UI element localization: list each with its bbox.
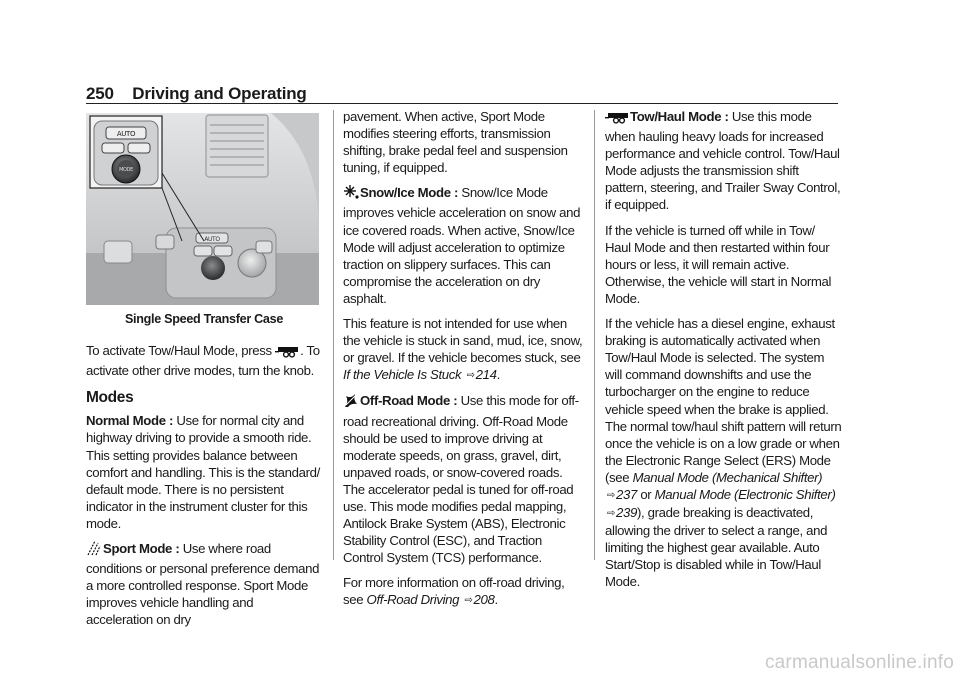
stuck-link[interactable]: If the Vehicle Is Stuck	[343, 367, 462, 383]
off-road-term: Off-Road Mode :	[360, 393, 458, 409]
page-arrow-icon: ⇨	[607, 489, 616, 501]
sport-mode-term: Sport Mode :	[103, 541, 180, 557]
intro-text-1: To activate Tow/Haul Mode, press	[86, 343, 272, 359]
transfer-case-illustration	[86, 113, 319, 305]
section-title: Driving and Operating	[132, 84, 307, 103]
manual-mode-mechanical-page[interactable]: 237	[616, 486, 637, 502]
manual-mode-electronic-link[interactable]: Manual Mode (Electronic Shifter)	[654, 486, 836, 502]
off-road-paragraph	[343, 392, 583, 566]
tow-haul-paragraph	[605, 108, 843, 214]
manual-mode-electronic-page[interactable]: 239	[616, 505, 637, 521]
page-header	[86, 84, 838, 104]
header-rule	[86, 103, 838, 104]
snow-ice-term: Snow/Ice Mode :	[360, 185, 459, 201]
off-road-driving-page[interactable]: 208	[473, 592, 495, 608]
tow-haul-intro	[86, 342, 322, 379]
figure-caption: Single Speed Transfer Case	[124, 312, 284, 326]
off-road-text: Use this mode for off-road recreational driving. Off-Road Mode should be used to improve driving at moderate speeds, on grass, gravel, dirt, unpaved roads, or snow-covered roads. The accelerator pedal is tuned for off-road use. This mode modifies pedal mapping, Antilock Brake System (ABS), Electronic Stability Control (ESC), and Traction Control System (TCS) performance.	[343, 393, 579, 566]
stuck-text: This feature is not intended for use when the vehicle is stuck in sand, mud, ice, snow, or gravel. If the vehicle becomes stuck, see	[343, 316, 583, 366]
column-1	[86, 108, 322, 637]
more-info-paragraph: For more information on off-road driving, see Off-Road Driving ⇨208.	[343, 575, 565, 608]
inset-auto-label: AUTO	[116, 130, 136, 138]
snow-ice-icon	[343, 184, 359, 204]
tow-haul-text: Use this mode when hauling heavy loads for increased performance and vehicle control. Tow/Haul Mode adjusts the transmission shift pattern, steering, and Trailer Sway Control, if equipped.	[605, 109, 841, 213]
column-divider-1	[333, 110, 334, 560]
normal-mode-text: Use for normal city and highway driving to provide a smooth ride. This setting provides balance between comfort and handling. This is the standard/ default mode. There is no persistent indicator in the instrument cluster for this mode.	[86, 413, 320, 531]
off-road-icon	[343, 392, 359, 412]
sport-mode-icon	[86, 540, 102, 560]
tow-haul-icon	[275, 345, 299, 362]
normal-mode-paragraph	[86, 412, 322, 532]
page-arrow-icon: ⇨	[464, 595, 473, 607]
manual-mode-mechanical-link[interactable]: Manual Mode (Mechanical Shifter)	[632, 469, 823, 485]
intro-text-2: . To activate other drive modes, turn the knob.	[86, 343, 320, 379]
page-arrow-icon: ⇨	[466, 370, 475, 382]
off-road-driving-link[interactable]: Off-Road Driving	[366, 592, 460, 608]
watermark: carmanualsonline.info	[764, 652, 954, 673]
diesel-text-1: If the vehicle has a diesel engine, exhaust braking is automatically activated when Tow/Haul Mode is selected. The system will command downshifts and use the turbocharger on the engine to reduce vehicle speed when the brake is applied. The normal tow/haul shift pattern will return once the vehicle is on a low grade or when the Electronic Range Select (ERS) Mode (see	[605, 316, 842, 485]
tow-haul-term: Tow/Haul Mode :	[630, 109, 729, 124]
page-number: 250	[86, 84, 114, 103]
stuck-paragraph: This feature is not intended for use when the vehicle is stuck in sand, mud, ice, snow, or gravel. If the vehicle becomes stuck, see If the Vehicle Is Stuck ⇨214.	[343, 316, 583, 383]
snow-ice-paragraph	[343, 184, 583, 307]
page-arrow-icon: ⇨	[607, 508, 616, 520]
svg-text:AUTO: AUTO	[204, 236, 220, 243]
or-text: or	[640, 486, 652, 502]
stuck-page[interactable]: 214	[475, 367, 497, 383]
column-3	[605, 108, 843, 599]
diesel-paragraph	[605, 315, 843, 591]
column-2	[343, 108, 583, 618]
sport-mode-paragraph	[86, 540, 322, 628]
tow-haul-icon	[605, 111, 629, 128]
normal-mode-term: Normal Mode :	[86, 413, 174, 429]
column-divider-2	[594, 110, 595, 560]
more-info-text: For more information on off-road driving, see	[343, 575, 565, 608]
sport-mode-text: Use where road conditions or personal preference demand a more controlled response. Sport Mode improves vehicle handling and acceleration on dry	[86, 541, 320, 628]
snow-ice-text: Snow/Ice Mode improves vehicle acceleration on snow and ice covered roads. When active, Snow/Ice Mode will adjust acceleration to optimize traction on slippery surfaces. This can compromise the acceleration on dry asphalt.	[343, 185, 581, 306]
sport-mode-continued: pavement. When active, Sport Mode modifies steering efforts, transmission shifting, brake pedal feel and suspension tuning, if equipped.	[343, 109, 568, 176]
modes-heading: Modes	[86, 389, 134, 407]
restart-paragraph: If the vehicle is turned off while in Tow/ Haul Mode and then restarted within four hours or less, it will remain active. Otherwise, the vehicle will start in Normal Mode.	[605, 222, 832, 306]
diesel-text-2: ), grade breaking is deactivated, allowing the driver to select a range, and limiting the highest gear available. Auto Start/Stop is disabled while in Tow/Haul Mode.	[605, 505, 828, 590]
transfer-case-photo	[86, 113, 319, 305]
inset-mode-label: MODE	[119, 167, 133, 173]
